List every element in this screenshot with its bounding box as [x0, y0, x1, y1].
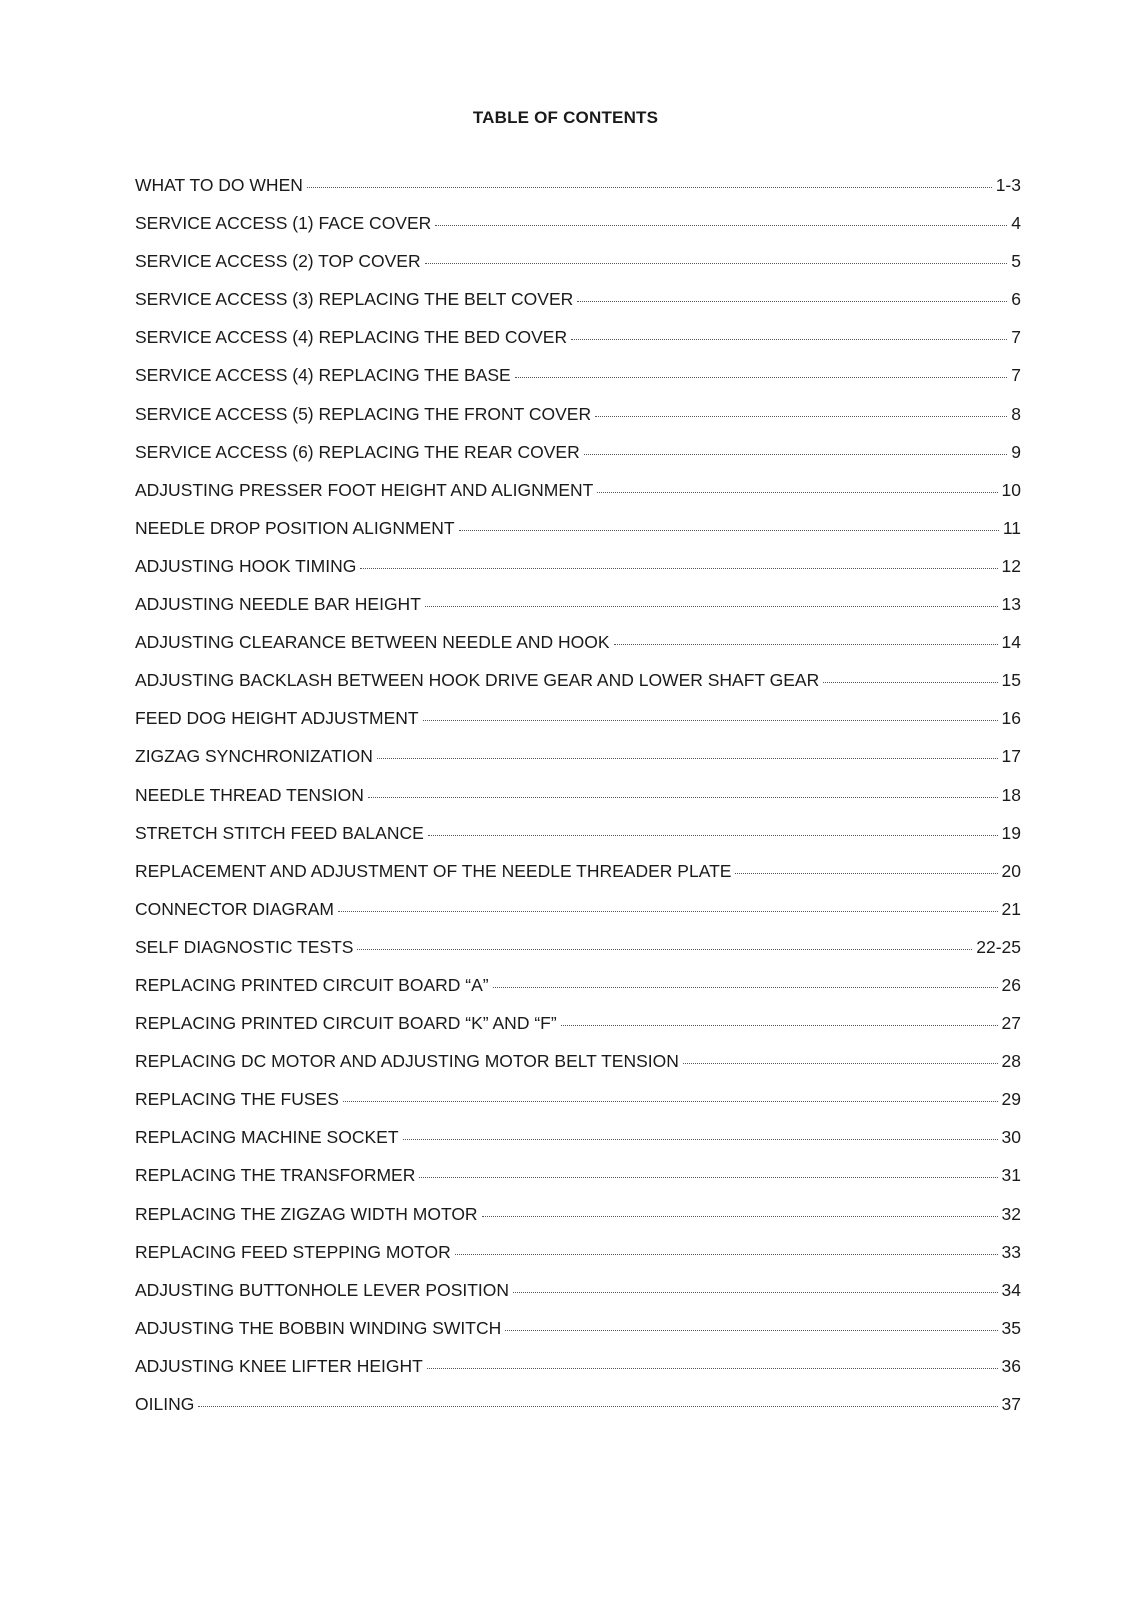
toc-entry	[135, 1394, 1021, 1432]
toc-entry-label: ADJUSTING BUTTONHOLE LEVER POSITION	[135, 1279, 510, 1300]
toc-dot-leader	[505, 1330, 997, 1331]
toc-dot-leader	[561, 1025, 998, 1026]
toc-entry-label: ADJUSTING NEEDLE BAR HEIGHT	[135, 594, 421, 615]
toc-entry-label: SERVICE ACCESS (4) REPLACING THE BED COVER	[135, 327, 568, 348]
toc-entry-page-number: 22-25	[976, 936, 1021, 957]
toc-entry	[135, 1280, 1021, 1318]
toc-entry	[135, 1089, 1021, 1127]
toc-dot-leader	[343, 1101, 998, 1102]
toc-dot-leader	[577, 301, 1007, 302]
toc-dot-leader	[455, 1254, 998, 1255]
toc-entry	[135, 1318, 1021, 1356]
toc-entry-label: REPLACEMENT AND ADJUSTMENT OF THE NEEDLE THREADER PLATE	[135, 860, 732, 881]
toc-entry-page-number: 6	[1011, 289, 1021, 310]
toc-entry-page-number: 10	[1001, 479, 1021, 500]
toc-dot-leader	[423, 720, 998, 721]
toc-entry-page-number: 35	[1001, 1317, 1021, 1338]
toc-dot-leader	[425, 263, 1008, 264]
toc-entry-page-number: 32	[1001, 1203, 1021, 1224]
toc-entry-label: ADJUSTING HOOK TIMING	[135, 555, 357, 576]
toc-entry-page-number: 21	[1001, 898, 1021, 919]
toc-entry	[135, 785, 1021, 823]
toc-entry-label: ADJUSTING THE BOBBIN WINDING SWITCH	[135, 1317, 502, 1338]
toc-entry-label: SERVICE ACCESS (2) TOP COVER	[135, 251, 421, 272]
toc-dot-leader	[597, 492, 997, 493]
toc-dot-leader	[683, 1063, 998, 1064]
toc-entry-label: OILING	[135, 1394, 195, 1414]
toc-entry-page-number: 29	[1001, 1089, 1021, 1110]
toc-dot-leader	[338, 911, 998, 912]
toc-entry-page-number: 5	[1011, 251, 1021, 272]
toc-dot-leader	[368, 797, 998, 798]
toc-dot-leader	[482, 1216, 998, 1217]
toc-entry	[135, 632, 1021, 670]
toc-entry-page-number: 33	[1001, 1241, 1021, 1262]
toc-dot-leader	[823, 682, 997, 683]
toc-entry	[135, 1127, 1021, 1165]
toc-entry-page-number: 17	[1001, 746, 1021, 767]
toc-entry	[135, 442, 1021, 480]
toc-entry-label: ADJUSTING BACKLASH BETWEEN HOOK DRIVE GEAR AND LOWER SHAFT GEAR	[135, 670, 820, 691]
toc-entry	[135, 594, 1021, 632]
toc-entry	[135, 746, 1021, 784]
toc-entry-label: REPLACING THE ZIGZAG WIDTH MOTOR	[135, 1203, 478, 1224]
toc-entry-page-number: 16	[1001, 708, 1021, 729]
toc-entry-page-number: 37	[1001, 1394, 1021, 1414]
toc-entry-label: SERVICE ACCESS (3) REPLACING THE BELT COVER	[135, 289, 574, 310]
toc-entry-page-number: 18	[1001, 784, 1021, 805]
toc-dot-leader	[571, 339, 1007, 340]
toc-dot-leader	[357, 949, 972, 950]
toc-entry-page-number: 34	[1001, 1279, 1021, 1300]
toc-entry-label: SERVICE ACCESS (4) REPLACING THE BASE	[135, 365, 511, 386]
toc-entry-label: WHAT TO DO WHEN	[135, 175, 303, 195]
toc-entry-label: REPLACING THE TRANSFORMER	[135, 1165, 416, 1186]
toc-entry	[135, 861, 1021, 899]
toc-entry-page-number: 20	[1001, 860, 1021, 881]
toc-entry-label: ADJUSTING PRESSER FOOT HEIGHT AND ALIGNMENT	[135, 479, 594, 500]
toc-dot-leader	[435, 225, 1007, 226]
toc-dot-leader	[493, 987, 998, 988]
toc-entry-label: ADJUSTING CLEARANCE BETWEEN NEEDLE AND HOOK	[135, 632, 610, 653]
toc-entry	[135, 670, 1021, 708]
toc-entry-label: ADJUSTING KNEE LIFTER HEIGHT	[135, 1355, 423, 1376]
toc-entry-page-number: 27	[1001, 1013, 1021, 1034]
toc-entry-label: REPLACING FEED STEPPING MOTOR	[135, 1241, 451, 1262]
toc-dot-leader	[595, 416, 1007, 417]
toc-entry-page-number: 26	[1001, 974, 1021, 995]
toc-dot-leader	[198, 1406, 997, 1407]
toc-entry-page-number: 1-3	[995, 175, 1021, 195]
toc-entry-label: STRETCH STITCH FEED BALANCE	[135, 822, 424, 843]
toc-entry	[135, 251, 1021, 289]
toc-entry-label: REPLACING PRINTED CIRCUIT BOARD “K” AND “F”	[135, 1013, 557, 1034]
toc-entry-page-number: 19	[1001, 822, 1021, 843]
toc-entry-label: ZIGZAG SYNCHRONIZATION	[135, 746, 373, 767]
toc-entry-label: SERVICE ACCESS (6) REPLACING THE REAR COVER	[135, 441, 580, 462]
toc-entry-label: REPLACING DC MOTOR AND ADJUSTING MOTOR BELT TENSION	[135, 1051, 679, 1072]
toc-dot-leader	[459, 530, 999, 531]
toc-list	[135, 175, 1021, 1432]
toc-dot-leader	[428, 835, 998, 836]
toc-entry-page-number: 11	[1002, 517, 1021, 538]
toc-entry-label: REPLACING MACHINE SOCKET	[135, 1127, 399, 1148]
toc-entry-page-number: 12	[1001, 555, 1021, 576]
toc-entry-page-number: 4	[1011, 213, 1021, 234]
toc-entry	[135, 213, 1021, 251]
page-title: TABLE OF CONTENTS	[472, 108, 659, 127]
toc-entry	[135, 289, 1021, 327]
toc-dot-leader	[735, 873, 997, 874]
toc-dot-leader	[377, 758, 998, 759]
toc-entry-page-number: 15	[1001, 670, 1021, 691]
toc-entry-label: REPLACING PRINTED CIRCUIT BOARD “A”	[135, 974, 489, 995]
toc-entry	[135, 823, 1021, 861]
toc-dot-leader	[307, 187, 992, 188]
toc-entry	[135, 327, 1021, 365]
toc-entry-page-number: 14	[1001, 632, 1021, 653]
toc-dot-leader	[427, 1368, 998, 1369]
toc-entry	[135, 1356, 1021, 1394]
toc-entry-page-number: 8	[1011, 403, 1021, 424]
toc-entry	[135, 404, 1021, 442]
toc-entry	[135, 708, 1021, 746]
toc-dot-leader	[403, 1139, 998, 1140]
toc-dot-leader	[515, 377, 1008, 378]
toc-dot-leader	[614, 644, 998, 645]
toc-entry	[135, 937, 1021, 975]
toc-entry-page-number: 28	[1001, 1051, 1021, 1072]
toc-entry	[135, 365, 1021, 403]
toc-entry	[135, 518, 1021, 556]
toc-entry-page-number: 13	[1001, 594, 1021, 615]
toc-entry-page-number: 31	[1001, 1165, 1021, 1186]
toc-dot-leader	[584, 454, 1008, 455]
toc-entry	[135, 1204, 1021, 1242]
toc-entry-page-number: 9	[1011, 441, 1021, 462]
toc-entry-page-number: 7	[1011, 365, 1021, 386]
toc-dot-leader	[419, 1177, 997, 1178]
toc-entry-page-number: 7	[1011, 327, 1021, 348]
toc-entry-label: FEED DOG HEIGHT ADJUSTMENT	[135, 708, 419, 729]
toc-entry	[135, 480, 1021, 518]
toc-entry-label: SERVICE ACCESS (1) FACE COVER	[135, 213, 432, 234]
toc-dot-leader	[425, 606, 998, 607]
toc-entry-label: NEEDLE DROP POSITION ALIGNMENT	[135, 517, 455, 538]
toc-dot-leader	[513, 1292, 997, 1293]
toc-entry-label: REPLACING THE FUSES	[135, 1089, 339, 1110]
toc-entry	[135, 1013, 1021, 1051]
toc-entry-label: NEEDLE THREAD TENSION	[135, 784, 364, 805]
toc-entry	[135, 1165, 1021, 1203]
toc-entry	[135, 975, 1021, 1013]
toc-dot-leader	[360, 568, 997, 569]
toc-entry	[135, 556, 1021, 594]
toc-entry-label: SERVICE ACCESS (5) REPLACING THE FRONT COVER	[135, 403, 592, 424]
toc-entry	[135, 1051, 1021, 1089]
toc-entry	[135, 1242, 1021, 1280]
toc-entry-page-number: 30	[1001, 1127, 1021, 1148]
toc-entry	[135, 899, 1021, 937]
toc-entry	[135, 175, 1021, 213]
toc-entry-label: SELF DIAGNOSTIC TESTS	[135, 936, 354, 957]
toc-entry-label: CONNECTOR DIAGRAM	[135, 898, 334, 919]
toc-entry-page-number: 36	[1001, 1355, 1021, 1376]
